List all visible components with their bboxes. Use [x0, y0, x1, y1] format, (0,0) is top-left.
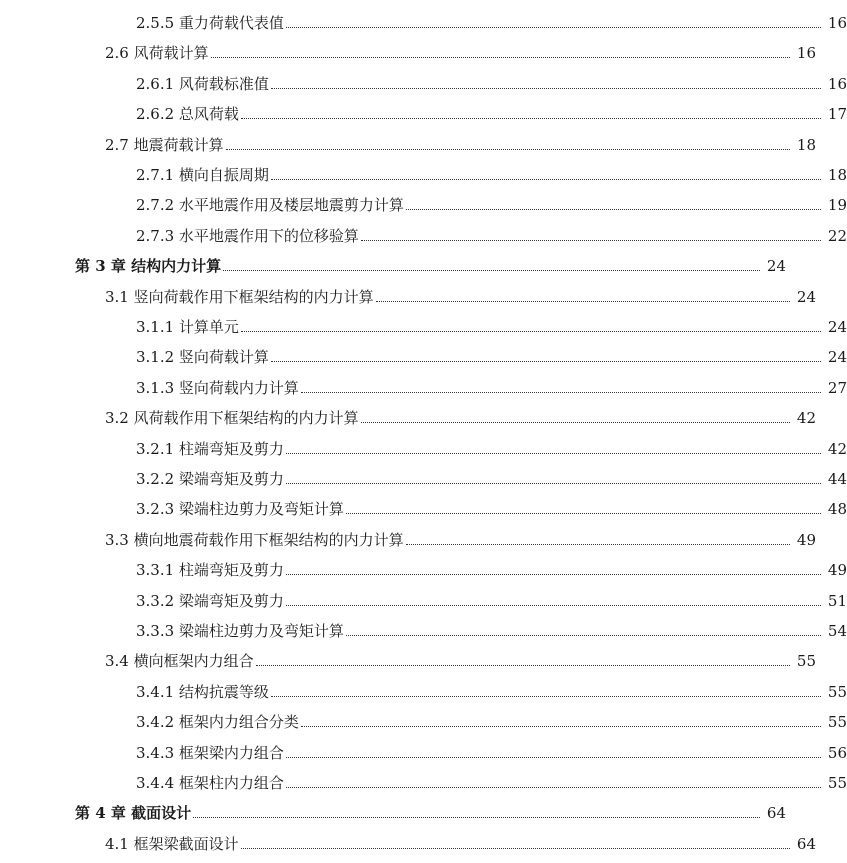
toc-entry-page-number: 42 [796, 409, 816, 428]
dot-leader [211, 57, 790, 58]
dot-leader [301, 726, 821, 727]
toc-entry-title: 3.3 横向地震荷载作用下框架结构的内力计算 [105, 530, 404, 549]
toc-entry-page-number: 49 [796, 530, 816, 549]
dot-leader [286, 605, 821, 606]
toc-entry-page-number: 18 [796, 135, 816, 154]
toc-entry-title: 2.6.2 总风荷载 [136, 105, 239, 124]
toc-entry-page-number: 48 [827, 500, 847, 519]
toc-entry-title: 3.2.2 梁端弯矩及剪力 [136, 470, 284, 488]
toc-entry-title: 2.5.5 重力荷载代表值 [136, 14, 284, 32]
toc-entry-title: 2.7 地震荷载计算 [105, 135, 224, 154]
toc-entry-page-number: 64 [796, 834, 816, 853]
toc-entry-page-number: 24 [827, 348, 847, 367]
toc-entry-page-number: 16 [827, 14, 847, 32]
toc-entry-title: 3.1.2 竖向荷载计算 [136, 348, 269, 367]
toc-entry[interactable] [0, 434, 847, 458]
toc-entry-title: 3.2.3 梁端柱边剪力及弯矩计算 [136, 500, 344, 519]
toc-entry-page-number: 55 [796, 652, 816, 671]
toc-entry-title: 2.6 风荷载计算 [105, 44, 209, 63]
toc-entry-title: 3.4.1 结构抗震等级 [136, 682, 269, 701]
dot-leader [286, 787, 821, 788]
toc-entry[interactable] [0, 768, 847, 792]
toc-entry-title: 4.1 框架梁截面设计 [105, 834, 239, 853]
dot-leader [241, 118, 821, 119]
toc-entry-title: 2.7.1 横向自振周期 [136, 166, 269, 184]
dot-leader [376, 301, 790, 302]
toc-entry[interactable] [0, 829, 816, 853]
toc-entry[interactable] [0, 190, 847, 214]
dot-leader [226, 149, 790, 150]
toc-entry[interactable] [0, 8, 847, 32]
toc-entry[interactable] [0, 342, 847, 366]
toc-entry-page-number: 17 [827, 105, 847, 124]
toc-entry-page-number: 49 [827, 561, 847, 580]
dot-leader [241, 848, 790, 849]
toc-entry-page-number: 55 [827, 774, 847, 792]
toc-entry-page-number: 24 [766, 257, 786, 276]
toc-entry-title: 3.2 风荷载作用下框架结构的内力计算 [105, 409, 359, 428]
toc-entry[interactable] [0, 586, 847, 610]
toc-entry-title: 3.4.2 框架内力组合分类 [136, 713, 299, 732]
toc-entry[interactable] [0, 99, 847, 123]
toc-entry-page-number: 27 [827, 378, 847, 397]
toc-entry[interactable] [0, 312, 847, 336]
dot-leader [346, 513, 821, 514]
toc-entry-page-number: 42 [827, 439, 847, 458]
toc-entry[interactable] [0, 373, 847, 397]
toc-entry[interactable] [0, 69, 847, 93]
toc-entry[interactable] [0, 251, 786, 275]
dot-leader [271, 179, 821, 180]
dot-leader [271, 696, 821, 697]
toc-entry[interactable] [0, 221, 847, 245]
dot-leader [271, 361, 821, 362]
dot-leader [271, 88, 821, 89]
toc-entry[interactable] [0, 707, 847, 731]
toc-entry-page-number: 24 [796, 287, 816, 306]
dot-leader [406, 544, 790, 545]
toc-entry-page-number: 18 [827, 166, 847, 184]
toc-entry-title: 2.7.2 水平地震作用及楼层地震剪力计算 [136, 196, 404, 215]
toc-entry-title: 第 4 章 截面设计 [75, 804, 192, 823]
toc-entry[interactable] [0, 282, 816, 306]
toc-entry-page-number: 54 [827, 622, 847, 640]
dot-leader [241, 331, 821, 332]
toc-entry-title: 第 3 章 结构内力计算 [75, 257, 222, 276]
dot-leader [286, 27, 821, 28]
dot-leader [361, 240, 821, 241]
toc-entry-title: 3.4.4 框架柱内力组合 [136, 774, 284, 792]
toc-entry[interactable] [0, 525, 816, 549]
toc-entry-page-number: 22 [827, 226, 847, 245]
toc-entry[interactable] [0, 616, 847, 640]
toc-entry-title: 3.2.1 柱端弯矩及剪力 [136, 439, 284, 458]
dot-leader [286, 574, 821, 575]
dot-leader [301, 392, 821, 393]
toc-entry-title: 2.7.3 水平地震作用下的位移验算 [136, 226, 359, 245]
toc-entry-page-number: 55 [827, 713, 847, 732]
toc-entry[interactable] [0, 738, 847, 762]
dot-leader [361, 422, 790, 423]
toc-entry-title: 3.4 横向框架内力组合 [105, 652, 254, 671]
toc-entry-title: 3.1.1 计算单元 [136, 318, 239, 336]
toc-entry-page-number: 24 [827, 318, 847, 336]
toc-entry[interactable] [0, 555, 847, 579]
toc-entry-page-number: 64 [766, 804, 786, 823]
dot-leader [406, 209, 821, 210]
toc-entry-title: 3.3.1 柱端弯矩及剪力 [136, 561, 284, 580]
toc-entry[interactable] [0, 798, 786, 822]
toc-entry-page-number: 51 [827, 591, 847, 610]
toc-entry-page-number: 55 [827, 682, 847, 701]
toc-entry[interactable] [0, 160, 847, 184]
dot-leader [346, 635, 821, 636]
toc-entry-title: 3.3.3 梁端柱边剪力及弯矩计算 [136, 622, 344, 640]
toc-entry-page-number: 19 [827, 196, 847, 215]
dot-leader [286, 483, 821, 484]
toc-entry-page-number: 44 [827, 470, 847, 488]
toc-entry[interactable] [0, 38, 816, 62]
toc-entry[interactable] [0, 464, 847, 488]
dot-leader [286, 757, 821, 758]
toc-entry[interactable] [0, 494, 847, 518]
toc-entry-page-number: 56 [827, 743, 847, 762]
toc-entry-page-number: 16 [827, 74, 847, 93]
toc-entry-title: 3.1.3 竖向荷载内力计算 [136, 378, 299, 397]
dot-leader [223, 270, 760, 271]
toc-entry-title: 2.6.1 风荷载标准值 [136, 74, 269, 93]
toc-entry[interactable] [0, 403, 816, 427]
toc-entry-title: 3.3.2 梁端弯矩及剪力 [136, 591, 284, 610]
toc-entry-page-number: 16 [796, 44, 816, 63]
toc-entry[interactable] [0, 677, 847, 701]
toc-entry[interactable] [0, 646, 816, 670]
toc-entry-title: 3.1 竖向荷载作用下框架结构的内力计算 [105, 287, 374, 306]
toc-entry[interactable] [0, 130, 816, 154]
toc-entry-title: 3.4.3 框架梁内力组合 [136, 743, 284, 762]
dot-leader [286, 453, 821, 454]
dot-leader [256, 665, 790, 666]
dot-leader [193, 817, 760, 818]
